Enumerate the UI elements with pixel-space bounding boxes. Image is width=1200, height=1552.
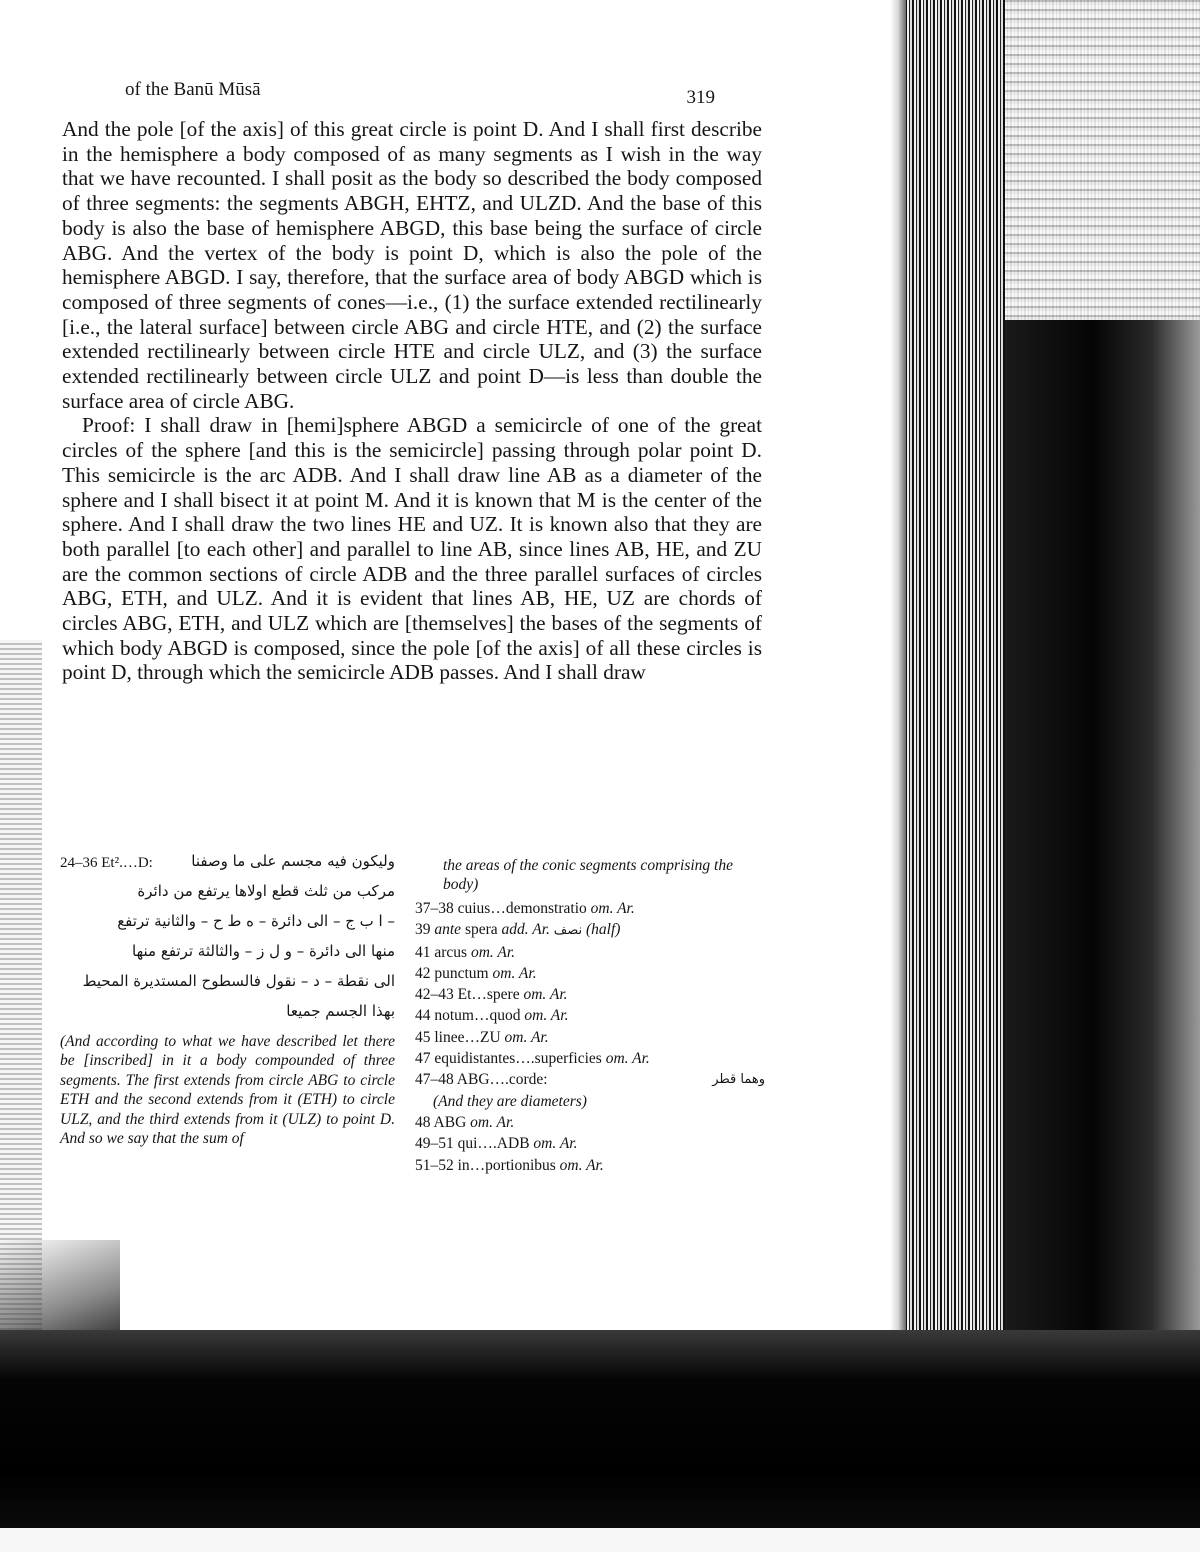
scan-bottom-strip	[0, 1528, 1200, 1552]
apparatus-line: 39 ante spera add. Ar. نصف (half)	[415, 921, 621, 939]
arabic-line: الى نقطة – د – نقول فالسطوح المستديرة المحيط	[82, 972, 395, 990]
paragraph: And the pole [of the axis] of this great circle is point D. And I shall first describe in the hemisphere a body composed of as many segments as I wish in the way that we have recounted. I shall posit as the body so described the body composed of three segments: the segments ABGH, EHTZ, and ULZD. And the base of this body is also the base of hemisphere ABGD, this base being the surface of circle ABG. And the vertex of the body is point D, which is also the pole of the hemisphere ABGD. I say, therefore, that the surface area of body ABGD which is composed of three segments of cones—i.e., (1) the surface extended rectilinearly [i.e., the lateral surface] between circle ABG and circle HTE, and (2) the surface extended rectilinearly between circle HTE and circle ULZ, and (3) the surface extended rectilinearly between circle ULZ and point D—is less than double the surface area of circle ABG.	[62, 117, 762, 413]
apparatus-line: 42 punctum om. Ar.	[415, 964, 537, 982]
arabic-line: منها الى دائرة – و ل ز – والثالثة ترتفع منها	[132, 942, 395, 960]
note-translation: (And according to what we have described let there be [inscribed] in it a body compounded of three segments. The first extends from circle ABG to circle ETH and the second extends from it (ETH) to circle ULZ, and the third extends from it (ULZ) to point D. And so we say that the sum of	[60, 1033, 395, 1148]
running-title: of the Banū Mūsā	[125, 79, 261, 100]
scan-right-upper	[1005, 0, 1200, 320]
page-edge	[890, 0, 906, 1340]
notes-right	[415, 856, 765, 1176]
note-ref: 24–36 Et².…D:	[60, 855, 153, 871]
arabic-line: بهذا الجسم جميعا	[286, 1002, 395, 1020]
apparatus-subline: (And they are diameters)	[433, 1092, 587, 1110]
apparatus-line: 49–51 qui….ADB om. Ar.	[415, 1135, 578, 1153]
apparatus-line: 44 notum…quod om. Ar.	[415, 1007, 569, 1025]
note-continuation: the areas of the conic segments comprising the body)	[443, 857, 733, 893]
page-number: 319	[686, 87, 715, 108]
apparatus-line: 41 arcus om. Ar.	[415, 943, 516, 961]
apparatus-line: 47 equidistantes….superficies om. Ar.	[415, 1050, 650, 1068]
arabic-line: مركب من ثلث قطع اولاها يرتفع من دائرة	[137, 882, 395, 900]
apparatus-line: 37–38 cuius…demonstratio om. Ar.	[415, 900, 635, 917]
paragraph: Proof: I shall draw in [hemi]sphere ABGD a semicircle of one of the great circles of the sphere [and this is the semicircle] passing through polar point D. This semicircle is the arc ADB. And I shall draw line AB as a diameter of the sphere and I shall bisect it at point M. And it is known that M is the center of the sphere. And I shall draw the two lines HE and UZ. It is known also that they are both parallel [to each other] and parallel to line AB, since lines AB, HE, and ZU are the common sections of circle ADB and the three parallel surfaces of circles ABG, ETH, and ULZ. And it is evident that lines AB, HE, UZ are chords of circles ABG, ETH, and ULZ which are [themselves] the bases of the segments of which body ABGD is composed, since the pole [of the axis] of all these circles is point D, through which the semicircle ADB passes. And I shall draw	[62, 413, 762, 685]
apparatus-line: 51–52 in…portionibus om. Ar.	[415, 1156, 604, 1174]
apparatus-line: 45 linee…ZU om. Ar.	[415, 1028, 549, 1046]
running-head	[125, 79, 715, 107]
apparatus-line: 48 ABG om. Ar.	[415, 1113, 515, 1131]
arabic-variant	[60, 846, 395, 1026]
apparatus-line: 47–48 ABG….corde: وهما قطر	[415, 1069, 765, 1090]
arabic-line: – ا ب ج – الى دائرة – ه ط ح – والثانية ترتفع	[117, 912, 395, 930]
scan-bottom-shadow	[0, 1330, 1200, 1530]
main-text	[62, 117, 762, 685]
notes-left	[60, 846, 395, 1148]
arabic-gloss: وهما قطر	[712, 1072, 765, 1088]
apparatus-line: 42–43 Et…spere om. Ar.	[415, 986, 568, 1004]
arabic-line: وليكون فيه مجسم على ما وصفنا	[191, 852, 395, 870]
